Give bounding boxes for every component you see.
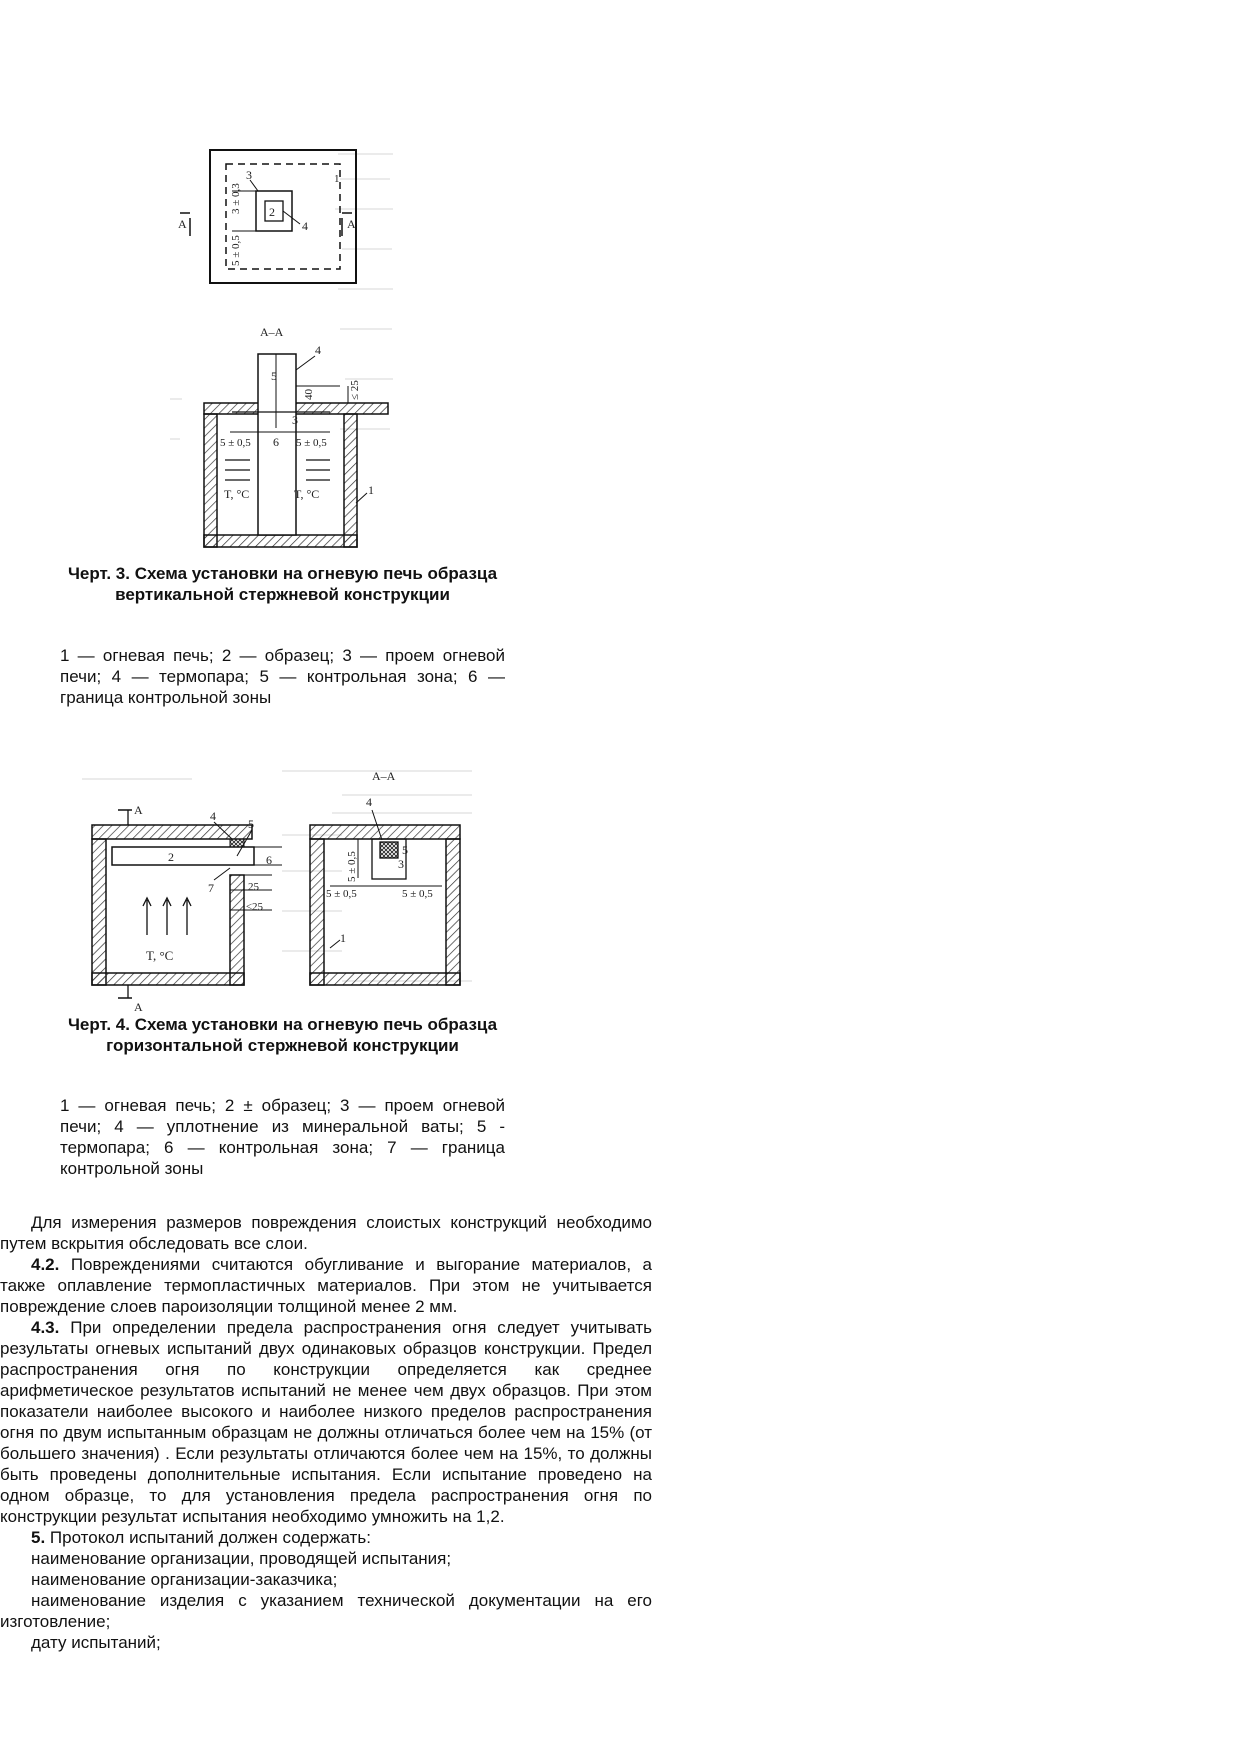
fig3-label-4-plan: 4 [302,219,308,233]
fig4-label-3: 3 [398,857,404,871]
figure-4-legend [60,1095,505,1179]
fig3-section-title: A–A [260,325,284,339]
fig3-dim-05-right: 5 ± 0,5 [296,437,327,449]
list-item: наименование организации-заказчика; [31,1570,338,1589]
fig4-dim-05-vert: 5 ± 0,5 [346,851,358,882]
paragraph-5 [0,1527,652,1548]
figure-4-drawing [82,770,482,1015]
fig3-a-mark-right: A [347,217,356,231]
fig3-temp-left: T, °C [224,487,250,501]
clause-text-5: Протокол испытаний должен содержать: [45,1528,371,1547]
fig4-label-4-right: 4 [366,795,372,809]
body-text [0,1212,652,1653]
paragraph-layers: Для измерения размеров повреждения слоистых конструкций необходимо путем вскрытия обследовать все слои. [0,1213,652,1253]
fig4-label-6: 6 [266,853,272,867]
fig4-dim-05-left: 5 ± 0,5 [326,888,357,900]
fig4-label-2: 2 [168,850,174,864]
fig4-label-1: 1 [340,931,346,945]
clause-number-4-3: 4.3. [31,1318,60,1337]
fig3-dim-25: ≤ 25 [349,380,361,400]
list-item: наименование организации, проводящей испытания; [31,1549,452,1568]
figure-3-legend-text: 1 — огневая печь; 2 — образец; 3 — проем огневой печи; 4 — термопара; 5 — контрольная зона; 6 — граница контрольной зоны [60,646,505,707]
fig3-dim-40: 40 [303,389,315,400]
figure-3 [170,148,400,553]
figure-3-legend [60,645,505,708]
fig3-label-6: 6 [273,435,279,449]
fig3-label-1-plan: 1 [334,173,340,185]
paragraph-4-2 [0,1254,652,1317]
clause-number-5: 5. [31,1528,46,1547]
clause-text-4-2: Повреждениями считаются обугливание и выгорание материалов, а также оплавление термопластичных материалов. При этом не учитывается повреждение слоев пароизоляции толщиной менее 2 мм. [0,1255,652,1316]
figure-3-caption: Черт. 3. Схема установки на огневую печь образца вертикальной стержневой конструкции [67,564,498,604]
fig3-dim-05-left: 5 ± 0,5 [220,437,251,449]
fig4-section-title: A–A [372,770,396,783]
figure-4-legend-text: 1 — огневая печь; 2 ± образец; 3 — проем огневой печи; 4 — уплотнение из минеральной ваты; 5 - термопара; 6 — контрольная зона; 7 — граница контрольной зоны [60,1096,505,1178]
fig3-dim-05-plan: 5 ± 0,5 [230,235,242,266]
fig4-a-mark-bottom: A [134,1000,143,1014]
list-item: наименование изделия с указанием технической документации на его изготовление; [0,1591,652,1631]
figure-4-caption: Черт. 4. Схема установки на огневую печь образца горизонтальной стержневой конструкции [67,1015,498,1055]
figure-4 [82,770,482,1015]
fig3-label-1: 1 [368,483,374,497]
fig4-dim-05-right: 5 ± 0,5 [402,888,433,900]
clause-text-4-3: При определении предела распространения огня следует учитывать результаты огневых испытаний двух одинаковых образцов конструкции. Предел распространения огня по конструкции определяется как среднее арифметическое результатов испытаний не менее чем двух образцов. При этом показатели наиболее высокого и наиболее низкого пределов распространения огня по двум испытанным образцам не должны отличаться более чем на 15% (от большего значения) . Если результаты отличаются более чем на 15%, то должны быть проведены дополнительные испытания. Если испытание проведено на одном образце, то для установления предела распространения огня по конструкции результат испытания необходимо умножить на 1,2. [0,1318,652,1526]
fig4-dim-25: 25 [248,881,259,893]
fig3-label-2-plan: 2 [269,205,275,219]
fig3-label-4: 4 [315,343,321,357]
fig4-label-5-right: 5 [402,843,408,857]
list-item: дату испытаний; [31,1633,161,1652]
fig4-label-7: 7 [208,881,214,895]
fig3-label-3-plan: 3 [246,168,252,182]
figure-3-drawing [170,148,400,553]
figure-3-plan-view [180,150,356,283]
fig4-dim-le25: ≤25 [246,901,264,913]
fig3-dim-03: 3 ± 0,3 [230,183,242,214]
fig4-temp: T, °C [146,948,174,963]
paragraph-4-3 [0,1317,652,1527]
fig3-a-mark-left: A [178,217,187,231]
fig3-temp-right: T, °C [294,487,320,501]
figure-4-bleed-through [82,770,472,982]
clause-number-4-2: 4.2. [31,1255,60,1274]
fig4-label-5-left: 5 [248,817,254,831]
fig4-label-4-left: 4 [210,809,216,823]
fig3-label-3: 3 [292,413,298,427]
fig3-label-5: 5 [271,369,277,383]
fig4-a-mark-top: A [134,803,143,817]
